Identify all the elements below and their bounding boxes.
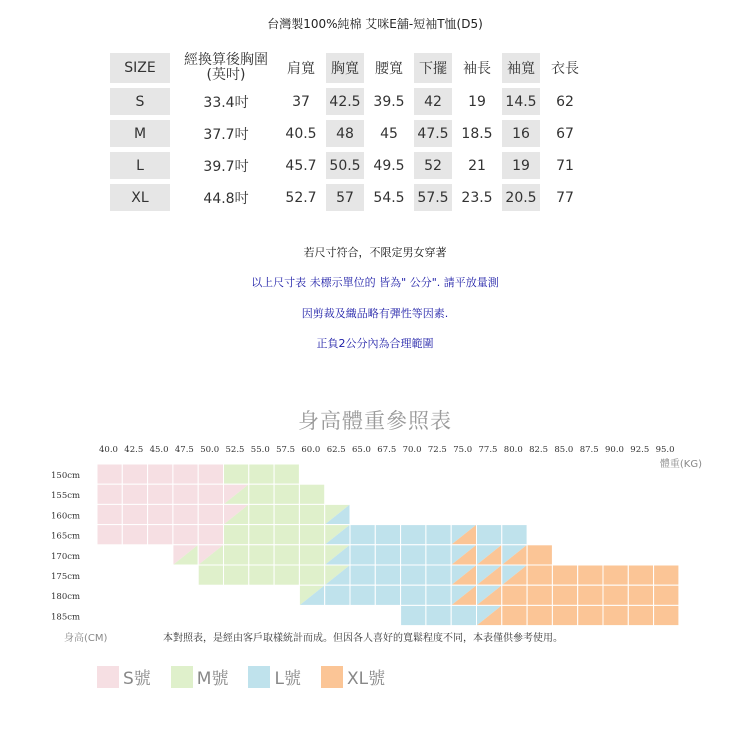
chart-cell <box>401 605 426 625</box>
table-row <box>110 88 584 115</box>
cell-chest-inch: 37.7吋 <box>203 126 249 143</box>
cell-shoulder: 37 <box>292 93 310 110</box>
weight-tick-label: 95.0 <box>655 445 675 455</box>
chart-cell <box>173 545 198 565</box>
size-legend <box>97 664 405 689</box>
cell-hem: 42 <box>414 88 452 115</box>
chart-cell <box>375 585 400 605</box>
weight-tick-label: 90.0 <box>605 445 624 455</box>
chart-cell <box>249 484 274 504</box>
chart-cell <box>198 565 223 585</box>
chart-cell <box>249 525 274 545</box>
chart-cell <box>401 565 426 585</box>
chart-cell <box>350 525 375 545</box>
cell-sleeve-width: 16 <box>502 120 540 147</box>
weight-tick-label: 92.5 <box>630 445 650 455</box>
chart-cell <box>299 545 324 565</box>
chart-cell <box>299 484 324 504</box>
chart-cell <box>477 545 502 565</box>
chart-cell <box>350 565 375 585</box>
weight-tick-label: 82.5 <box>529 445 549 455</box>
height-weight-chart <box>0 430 750 655</box>
chart-cell <box>249 545 274 565</box>
cell-waist: 54.5 <box>373 189 405 206</box>
weight-tick-label: 75.0 <box>453 445 473 455</box>
cell-hem: 52 <box>414 152 452 179</box>
weight-tick-label: 80.0 <box>503 445 523 455</box>
legend-item-xl <box>321 664 385 689</box>
chart-cell <box>274 565 299 585</box>
height-tick-label: 160cm <box>51 511 81 522</box>
chart-cell <box>603 565 628 585</box>
chart-cell <box>350 585 375 605</box>
cell-chest: 42.5 <box>326 88 364 115</box>
header-sleeve-length: 袖長 <box>463 61 491 77</box>
chart-cell <box>451 565 476 585</box>
header-shoulder: 肩寬 <box>287 61 315 77</box>
chart-cell <box>97 525 122 545</box>
height-tick-label: 185cm <box>51 612 81 623</box>
chart-cell <box>552 585 577 605</box>
chart-cell <box>477 605 502 625</box>
chart-cell <box>325 565 350 585</box>
chart-cell <box>578 565 603 585</box>
height-tick-label: 165cm <box>51 531 81 542</box>
chart-cell <box>224 565 249 585</box>
weight-unit-label: 體重(KG) <box>659 459 702 470</box>
legend-label-xl: XL號 <box>346 669 386 689</box>
chart-cell <box>97 504 122 524</box>
chart-cell <box>375 525 400 545</box>
page-title: 台灣製100%純棉 艾咪E舖-短袖T恤(D5) <box>267 17 483 31</box>
cell-chest: 50.5 <box>326 152 364 179</box>
chart-cell <box>426 525 451 545</box>
chart-cell <box>552 565 577 585</box>
header-chest-inch-line2: (英吋) <box>206 67 246 83</box>
legend-item-s <box>97 664 151 689</box>
chart-cell <box>502 605 527 625</box>
legend-item-m <box>171 664 229 689</box>
cell-chest-inch: 44.8吋 <box>203 190 249 207</box>
chart-cell <box>527 565 552 585</box>
chart-cell <box>325 525 350 545</box>
height-tick-label: 155cm <box>51 491 81 502</box>
chart-cell <box>426 565 451 585</box>
header-hem: 下擺 <box>414 53 452 83</box>
weight-tick-label: 77.5 <box>478 445 498 455</box>
weight-tick-label: 70.0 <box>402 445 422 455</box>
weight-tick-label: 47.5 <box>174 445 194 455</box>
legend-label-l: L號 <box>274 669 301 689</box>
legend-swatch-xl <box>321 666 343 688</box>
legend-swatch-s <box>97 666 119 688</box>
note-units: 以上尺寸表 未標示單位的 皆為" 公分". 請平放量測 <box>251 276 499 289</box>
chart-cell <box>173 484 198 504</box>
cell-chest: 57 <box>326 184 364 211</box>
chart-cell <box>274 464 299 484</box>
table-row <box>110 184 584 211</box>
chart-cells <box>97 464 679 626</box>
header-sleeve-width: 袖寬 <box>502 53 540 83</box>
chart-cell <box>198 464 223 484</box>
chart-cell <box>224 504 249 524</box>
chart-cell <box>299 565 324 585</box>
chart-cell <box>502 545 527 565</box>
chart-cell <box>628 565 653 585</box>
chart-cell <box>224 545 249 565</box>
cell-sleeve-width: 20.5 <box>502 184 540 211</box>
chart-cell <box>628 605 653 625</box>
chart-cell <box>249 464 274 484</box>
chart-cell <box>198 484 223 504</box>
cell-waist: 45 <box>380 125 398 142</box>
cell-chest-inch: 39.7吋 <box>203 158 249 175</box>
size-table <box>104 48 590 216</box>
cell-hem: 57.5 <box>414 184 452 211</box>
cell-length: 62 <box>556 93 574 110</box>
cell-sleeve-length: 19 <box>468 93 486 110</box>
chart-cell <box>198 525 223 545</box>
legend-label-s: S號 <box>123 669 151 689</box>
chart-cell <box>299 525 324 545</box>
cell-shoulder: 45.7 <box>285 157 317 174</box>
chart-cell <box>578 605 603 625</box>
header-chest-inch <box>176 53 276 83</box>
chart-cell <box>325 504 350 524</box>
cell-sleeve-length: 18.5 <box>461 125 493 142</box>
cell-shoulder: 40.5 <box>285 125 317 142</box>
chart-cell <box>451 605 476 625</box>
chart-cell <box>603 605 628 625</box>
chart-cell <box>274 504 299 524</box>
weight-tick-label: 85.0 <box>554 445 574 455</box>
table-header-row <box>110 53 584 83</box>
chart-cell <box>148 525 173 545</box>
height-tick-label: 175cm <box>51 572 81 582</box>
chart-cell <box>173 504 198 524</box>
cell-length: 67 <box>556 125 574 142</box>
chart-cell <box>628 585 653 605</box>
chart-cell <box>173 464 198 484</box>
chart-cell <box>122 484 147 504</box>
reference-title: 身高體重參照表 <box>298 409 452 433</box>
chart-cell <box>274 545 299 565</box>
cell-sleeve-width: 19 <box>502 152 540 179</box>
chart-cell <box>477 525 502 545</box>
chart-cell <box>578 585 603 605</box>
chart-cell <box>603 585 628 605</box>
chart-cell <box>654 605 679 625</box>
weight-tick-label: 45.0 <box>149 445 169 455</box>
chart-cell <box>148 484 173 504</box>
chart-cell <box>249 565 274 585</box>
chart-cell <box>224 525 249 545</box>
cell-waist: 39.5 <box>373 93 405 110</box>
chart-cell <box>97 464 122 484</box>
chart-cell <box>451 585 476 605</box>
height-ticks <box>51 471 80 622</box>
weight-tick-label: 72.5 <box>427 445 447 455</box>
chart-cell <box>122 504 147 524</box>
height-tick-label: 170cm <box>51 551 81 562</box>
chart-cell <box>274 484 299 504</box>
weight-tick-label: 55.0 <box>250 445 270 455</box>
chart-cell <box>451 545 476 565</box>
weight-tick-label: 62.5 <box>326 445 346 455</box>
weight-tick-label: 67.5 <box>377 445 397 455</box>
chart-cell <box>375 565 400 585</box>
legend-label-m: M號 <box>196 669 229 689</box>
table-row <box>110 152 584 179</box>
weight-tick-label: 87.5 <box>579 445 599 455</box>
chart-cell <box>401 585 426 605</box>
cell-chest: 48 <box>326 120 364 147</box>
height-unit-label: 身高(CM) <box>64 633 108 644</box>
chart-cell <box>325 545 350 565</box>
chart-cell <box>451 525 476 545</box>
chart-cell <box>502 585 527 605</box>
weight-tick-label: 42.5 <box>124 445 144 455</box>
chart-cell <box>477 565 502 585</box>
chart-cell <box>274 525 299 545</box>
chart-cell <box>122 464 147 484</box>
cell-length: 77 <box>556 189 574 206</box>
note-unisex: 若尺寸符合，不限定男女穿著 <box>303 246 447 259</box>
cell-size: XL <box>110 184 170 211</box>
cell-size: M <box>110 120 170 147</box>
header-length: 衣長 <box>551 61 579 77</box>
weight-tick-label: 52.5 <box>225 445 245 455</box>
cell-size: S <box>110 88 170 115</box>
chart-cell <box>426 545 451 565</box>
cell-sleeve-length: 23.5 <box>461 189 493 206</box>
legend-item-l <box>248 664 300 689</box>
chart-cell <box>198 504 223 524</box>
cell-chest-inch: 33.4吋 <box>203 94 249 111</box>
cell-size: L <box>110 152 170 179</box>
chart-cell <box>350 545 375 565</box>
weight-tick-label: 50.0 <box>200 445 220 455</box>
note-tolerance: 正負2公分內為合理範圍 <box>316 337 434 350</box>
cell-hem: 47.5 <box>414 120 452 147</box>
chart-cell <box>477 585 502 605</box>
chart-cell <box>527 585 552 605</box>
chart-cell <box>249 504 274 524</box>
table-row <box>110 120 584 147</box>
chart-cell <box>198 545 223 565</box>
legend-swatch-l <box>248 666 270 688</box>
chart-cell <box>426 585 451 605</box>
cell-length: 71 <box>556 157 574 174</box>
chart-cell <box>502 525 527 545</box>
chart-cell <box>502 565 527 585</box>
header-chest: 胸寬 <box>326 53 364 83</box>
chart-cell <box>224 464 249 484</box>
header-chest-inch-line1: 經換算後胸圍 <box>184 52 268 68</box>
height-tick-label: 180cm <box>51 592 81 603</box>
header-waist: 腰寬 <box>375 61 403 77</box>
chart-cell <box>401 545 426 565</box>
cell-sleeve-length: 21 <box>468 157 486 174</box>
weight-tick-label: 57.5 <box>276 445 296 455</box>
weight-ticks <box>99 445 675 455</box>
chart-cell <box>148 464 173 484</box>
chart-cell <box>148 504 173 524</box>
cell-waist: 49.5 <box>373 157 405 174</box>
chart-cell <box>527 545 552 565</box>
cell-shoulder: 52.7 <box>285 189 317 206</box>
chart-cell <box>375 545 400 565</box>
height-tick-label: 150cm <box>51 471 81 481</box>
weight-tick-label: 65.0 <box>352 445 371 455</box>
weight-tick-label: 60.0 <box>301 445 321 455</box>
legend-swatch-m <box>171 666 193 688</box>
chart-cell <box>552 605 577 625</box>
note-elasticity: 因剪裁及織品略有彈性等因素. <box>301 307 449 320</box>
chart-cell <box>654 565 679 585</box>
chart-cell <box>173 525 198 545</box>
chart-cell <box>299 585 324 605</box>
chart-cell <box>654 585 679 605</box>
chart-cell <box>97 484 122 504</box>
weight-tick-label: 40.0 <box>99 445 118 455</box>
chart-cell <box>122 525 147 545</box>
chart-cell <box>527 605 552 625</box>
chart-cell <box>299 504 324 524</box>
header-size: SIZE <box>110 53 170 83</box>
chart-cell <box>401 525 426 545</box>
chart-footnote: 本對照表，是經由客戶取樣統計而成。但因各人喜好的寬鬆程度不同，本表僅供參考使用。 <box>163 633 563 644</box>
cell-sleeve-width: 14.5 <box>502 88 540 115</box>
chart-cell <box>426 605 451 625</box>
chart-cell <box>224 484 249 504</box>
chart-cell <box>325 585 350 605</box>
